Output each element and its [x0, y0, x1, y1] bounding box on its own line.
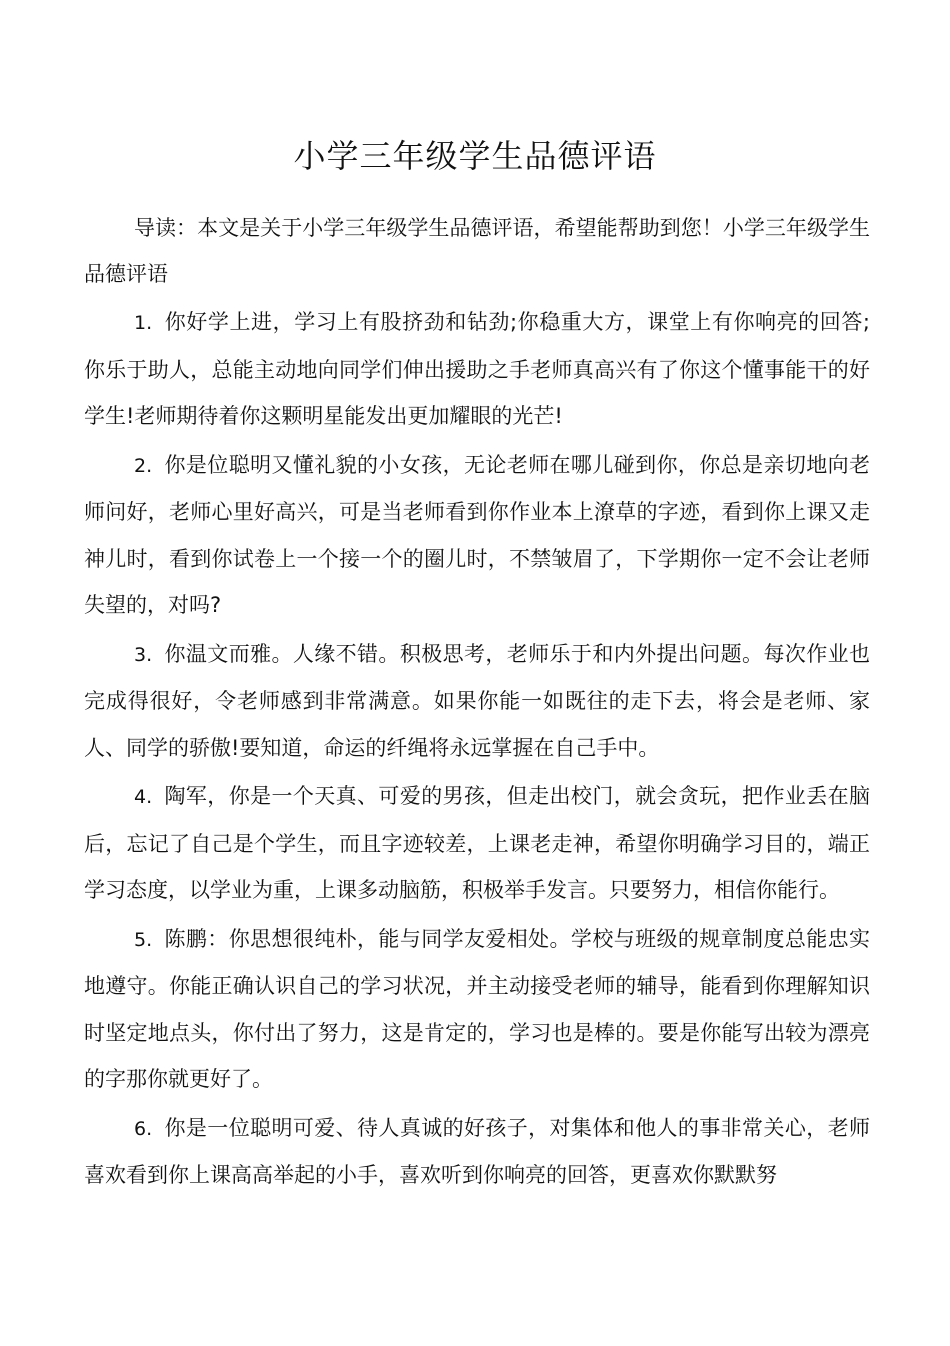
- item-number: 3.: [134, 643, 153, 666]
- item-number: 2.: [134, 454, 153, 477]
- intro-paragraph: 导读：本文是关于小学三年级学生品德评语，希望能帮助到您！小学三年级学生品德评语: [84, 216, 870, 286]
- item-number: 1.: [134, 312, 153, 334]
- comment-item-4: [84, 773, 870, 914]
- item-text: 你是一位聪明可爱、待人真诚的好孩子，对集体和他人的事非常关心，老师喜欢看到你上课高高举起的小手，喜欢听到你响亮的回答，更喜欢你默默努: [84, 1115, 870, 1187]
- comment-item-3: [84, 631, 870, 772]
- comment-item-1: [84, 299, 870, 440]
- comment-item-5: [84, 916, 870, 1103]
- item-number: 6.: [134, 1117, 153, 1140]
- document-title: 小学三年级学生品德评语: [293, 137, 657, 175]
- item-text: 你是位聪明又懂礼貌的小女孩，无论老师在哪儿碰到你，你总是亲切地向老师问好，老师心里好高兴，可是当老师看到你作业本上潦草的字迹，看到你上课又走神儿时，看到你试卷上一个接一个的圈儿时，不禁皱眉了，下学期你一定不会让老师失望的，对吗?: [84, 452, 870, 617]
- item-number: 4.: [134, 786, 153, 808]
- item-number: 5.: [134, 928, 153, 951]
- item-text: 陈鹏：你思想很纯朴，能与同学友爱相处。学校与班级的规章制度总能忠实地遵守。你能正确认识自己的学习状况，并主动接受老师的辅导，能看到你理解知识时坚定地点头，你付出了努力，这是肯定的，学习也是棒的。要是你能写出较为漂亮的字那你就更好了。: [84, 926, 870, 1091]
- comment-item-2: [84, 442, 870, 629]
- comment-item-6: [84, 1105, 870, 1199]
- document-body: [84, 205, 870, 1201]
- item-text: 你温文而雅。人缘不错。积极思考，老师乐于和内外提出问题。每次作业也完成得很好，令老师感到非常满意。如果你能一如既往的走下去，将会是老师、家人、同学的骄傲!要知道，命运的纤绳将永远掌握在自己手中。: [84, 641, 870, 760]
- item-text: 陶军，你是一个天真、可爱的男孩，但走出校门，就会贪玩，把作业丢在脑后，忘记了自己是个学生，而且字迹较差，上课老走神，希望你明确学习目的，端正学习态度，以学业为重，上课多动脑筋，积极举手发言。只要努力，相信你能行。: [84, 784, 870, 902]
- item-text: 你好学上进，学习上有股挤劲和钻劲;你稳重大方，课堂上有你响亮的回答;你乐于助人，总能主动地向同学们伸出援助之手老师真高兴有了你这个懂事能干的好学生!老师期待着你这颗明星能发出更加耀眼的光芒!: [84, 310, 870, 428]
